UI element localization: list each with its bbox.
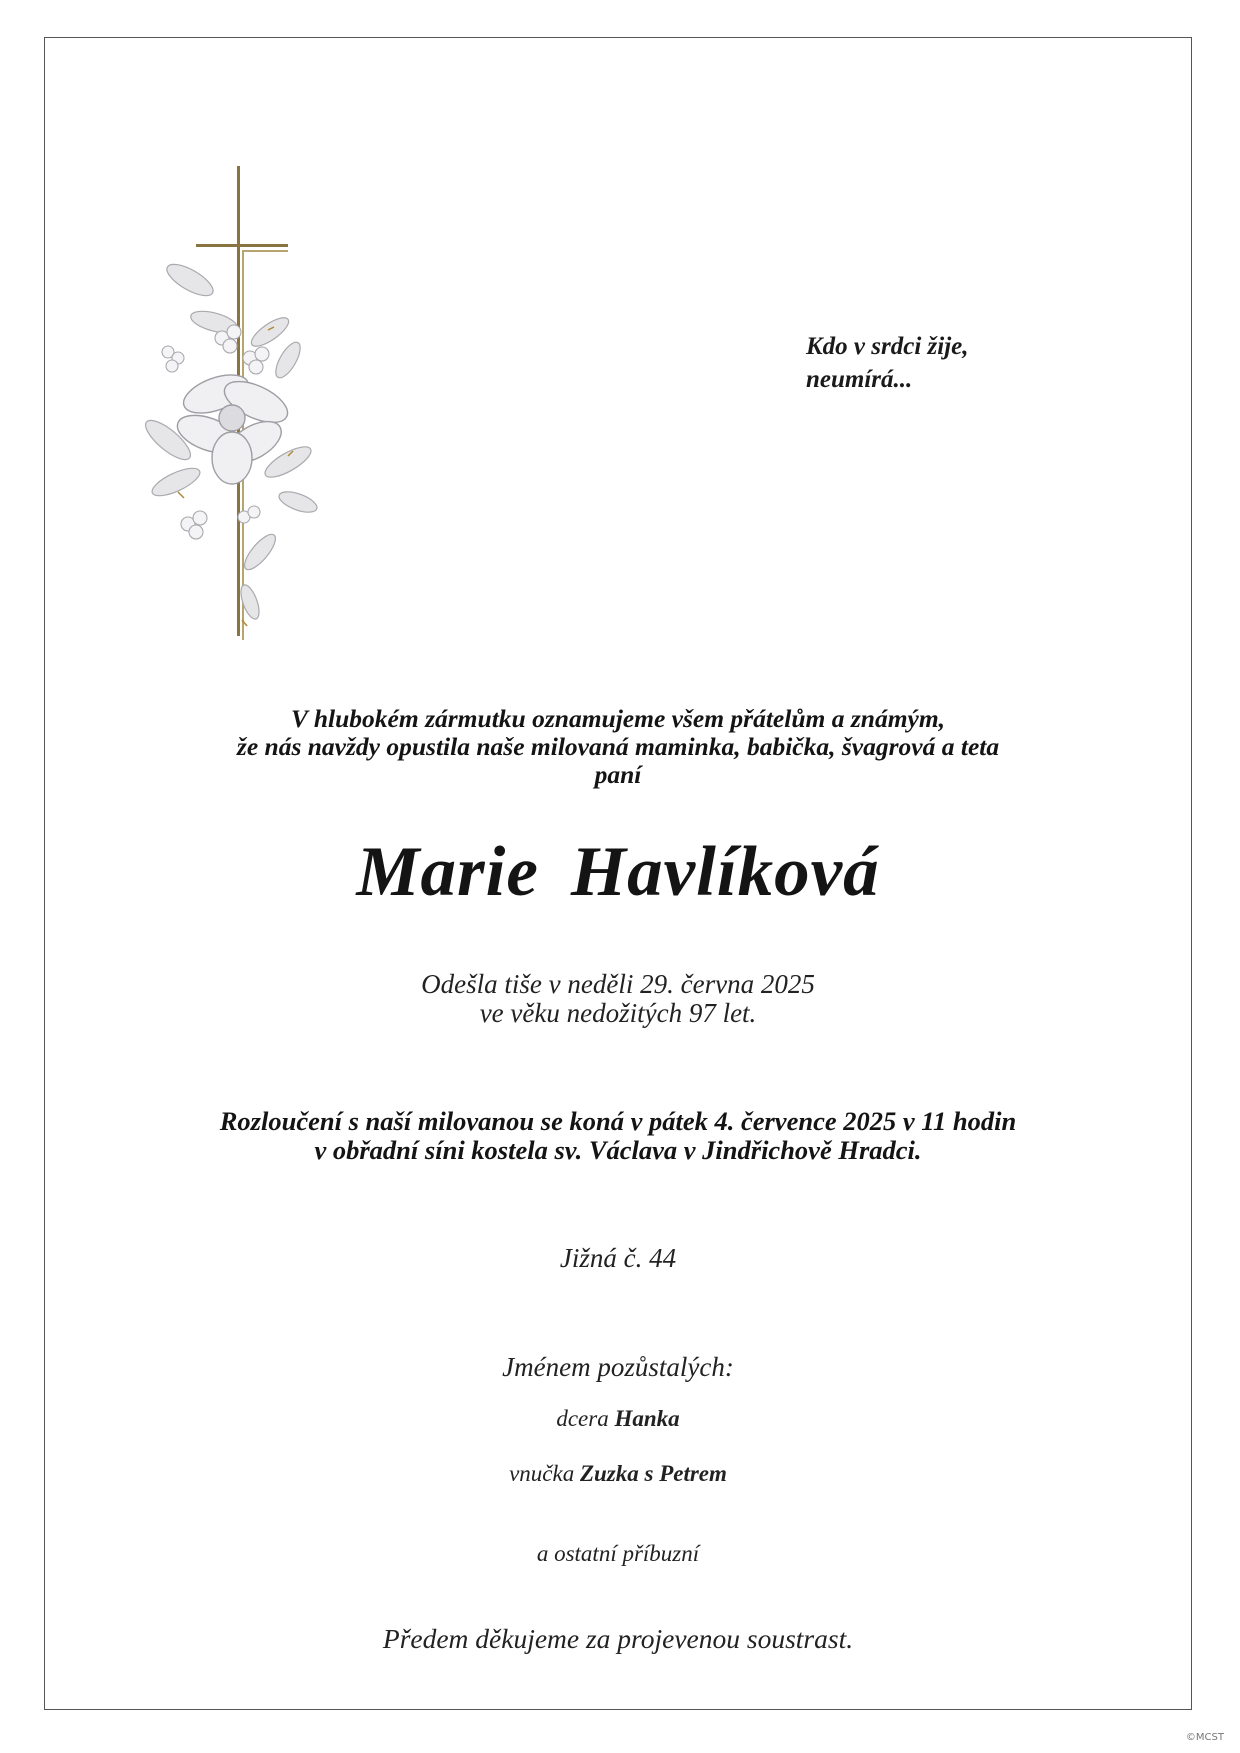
relative-granddaughter — [44, 1461, 1192, 1487]
farewell-info — [44, 1107, 1192, 1165]
address: Jižná č. 44 — [559, 1243, 677, 1273]
farewell-line-1: Rozloučení s naší milovanou se koná v pátek 4. července 2025 v 11 hodin — [219, 1106, 1017, 1136]
motto-line-2: neumírá... — [806, 366, 913, 393]
departure-line-1: Odešla tiše v neděli 29. června 2025 — [421, 969, 815, 999]
announcement-line-1: V hlubokém zármutku oznamujeme všem přátelům a známým, — [290, 704, 946, 733]
relative-relation: dcera — [556, 1406, 609, 1431]
relative-names: Hanka — [614, 1406, 680, 1431]
deceased-last-name: Havlíková — [570, 833, 880, 911]
motto-line-1: Kdo v srdci žije, — [806, 333, 969, 360]
thanks-line: Předem děkujeme za projevenou soustrast. — [382, 1623, 854, 1654]
relative-names: Zuzka s Petrem — [579, 1461, 727, 1486]
announcement-line-3: paní — [594, 760, 642, 789]
departure-line-2: ve věku nedožitých 97 let. — [479, 998, 757, 1028]
deceased-first-name: Marie — [356, 833, 539, 911]
relative-daughter — [44, 1406, 1192, 1432]
relative-relation: vnučka — [509, 1461, 575, 1486]
motto — [806, 330, 969, 396]
publisher-mark: ©MCST — [1185, 1732, 1224, 1743]
cross-with-flowers-icon — [138, 162, 338, 642]
departure-info — [44, 970, 1192, 1028]
announcement — [44, 705, 1192, 789]
other-relatives: a ostatní příbuzní — [536, 1541, 700, 1566]
announcement-line-2: že nás navždy opustila naše milovaná maminka, babička, švagrová a teta — [236, 732, 1000, 761]
deceased-name — [44, 832, 1192, 912]
farewell-line-2: v obřadní síni kostela sv. Václava v Jindřichově Hradci. — [314, 1135, 922, 1165]
survivors-heading: Jménem pozůstalých: — [502, 1352, 734, 1382]
